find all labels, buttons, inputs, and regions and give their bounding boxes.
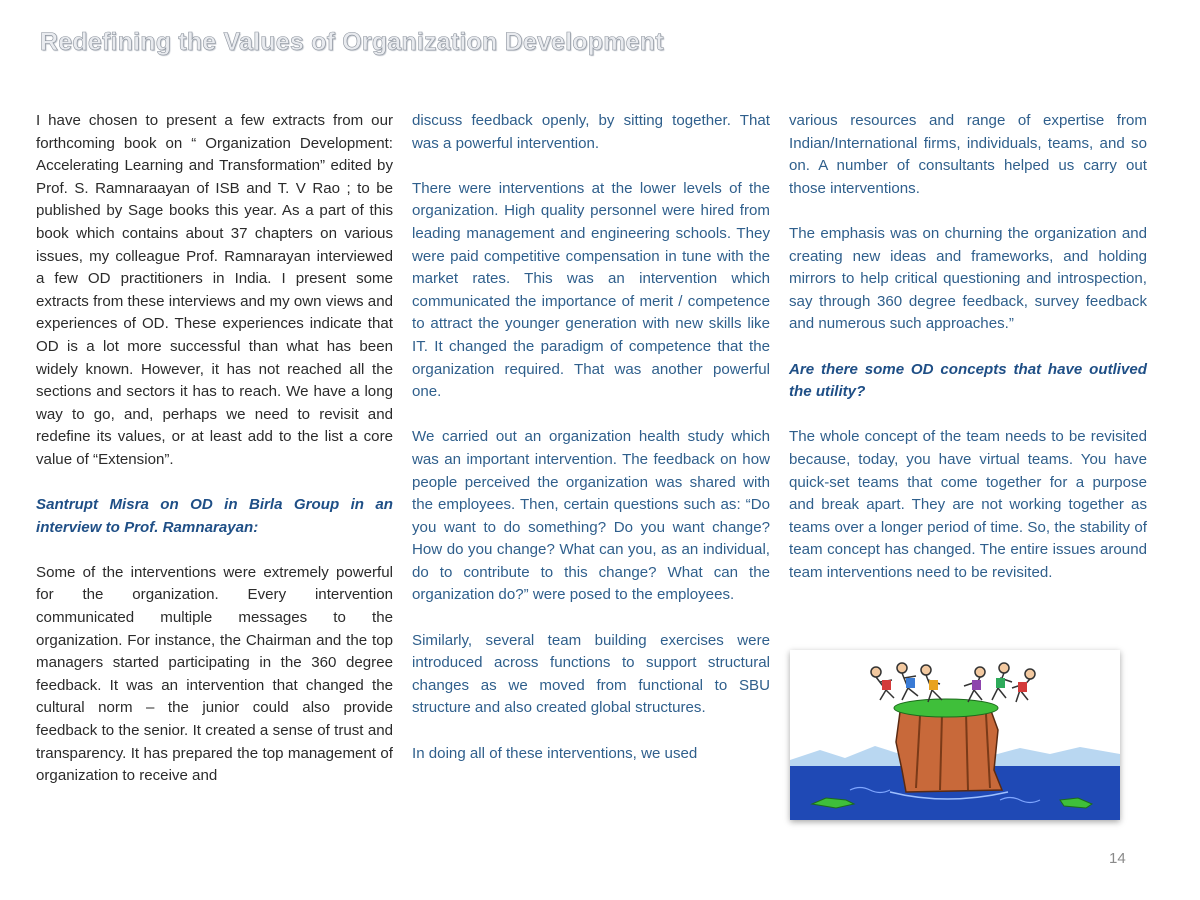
team-concept-paragraph: The whole concept of the team needs to be revisited because, today, you have virtual teams. You have quick-set teams that come together for a purpose and break apart. They are not working together as teams over a longer period of time. So, the stability of team concept has changed. The entire issues around team interventions need to be revisited. (789, 428, 1147, 581)
column-middle (412, 110, 770, 788)
health-study-paragraph: We carried out an organization health study which was an important intervention. The feedback on how people perceived the organization was shared with the employees. Then, certain questions such as: “Do you want to do something? Do you want change? How do you change? What can you, as an individual, do to contribute to this change? What can the organization do?” were posed to the employees. (412, 428, 770, 604)
interventions-paragraph: Some of the interventions were extremely powerful for the organization. Every intervention communicated multiple messages to the organization. For instance, the Chairman and the top managers started participating in the 360 degree feedback. It was an intervention that changed the cultural norm – the junior could also provide feedback to the senior. It created a sense of trust and transparency. It has prepared the top management of organization to receive and (36, 563, 393, 785)
slide-title: Redefining the Values of Organization Development (40, 28, 664, 56)
page-number: 14 (1109, 850, 1126, 867)
team-building-paragraph: Similarly, several team building exercises were introduced across functions to support structural changes as we moved from functional to SBU structure and also created global structures. (412, 631, 770, 717)
resources-paragraph-start: In doing all of these interventions, we used (412, 744, 698, 762)
feedback-paragraph: discuss feedback openly, by sitting together. That was a powerful intervention. (412, 112, 770, 152)
intro-paragraph: I have chosen to present a few extracts from our forthcoming book on “ Organization Development: Accelerating Learning and Transformation” edited by Prof. S. Ramnaraayan of ISB and T. V Rao ; to be published by Sage books this year. As a part of this book which contains about 37 chapters on various issues, my colleague Prof. Ramnarayan interviewed a few OD practitioners in India. I present some extracts from these interviews and my own views and experiences of OD. These experiences indicate that OD is a lot more successful than what has been widely known. However, it has not reached all the sections and sectors it has to reach. We have a long way to go, and, perhaps we need to revisit and redefine its values, or at least add to the list a core value of “Extension”. (36, 112, 393, 468)
lower-levels-paragraph: There were interventions at the lower levels of the organization. High quality personnel were hired from leading management and engineering schools. They were paid competitive compensation in tune with the market rates. This was an intervention which communicated the importance of merit / competence to attract the younger generation with new skills like IT. It changed the paradigm of competence that the organization required. That was another powerful one. (412, 179, 770, 401)
od-concepts-heading: Are there some OD concepts that have outlived the utility? (789, 360, 1147, 401)
emphasis-paragraph: The emphasis was on churning the organization and creating new ideas and frameworks, and holding mirrors to help critical questioning and introspection, say through 360 degree feedback, survey feedback and numerous such approaches.” (789, 224, 1147, 333)
resources-paragraph-end: various resources and range of expertise from Indian/International firms, individuals, teams, and so on. A number of consultants helped us carry out those interventions. (789, 112, 1147, 197)
column-right (789, 110, 1147, 607)
cliff-island-drawing (790, 650, 1120, 820)
interview-heading: Santrupt Misra on OD in Birla Group in an interview to Prof. Ramnarayan: (36, 496, 393, 536)
team-on-cliff-illustration (790, 650, 1120, 820)
column-left (36, 110, 393, 810)
